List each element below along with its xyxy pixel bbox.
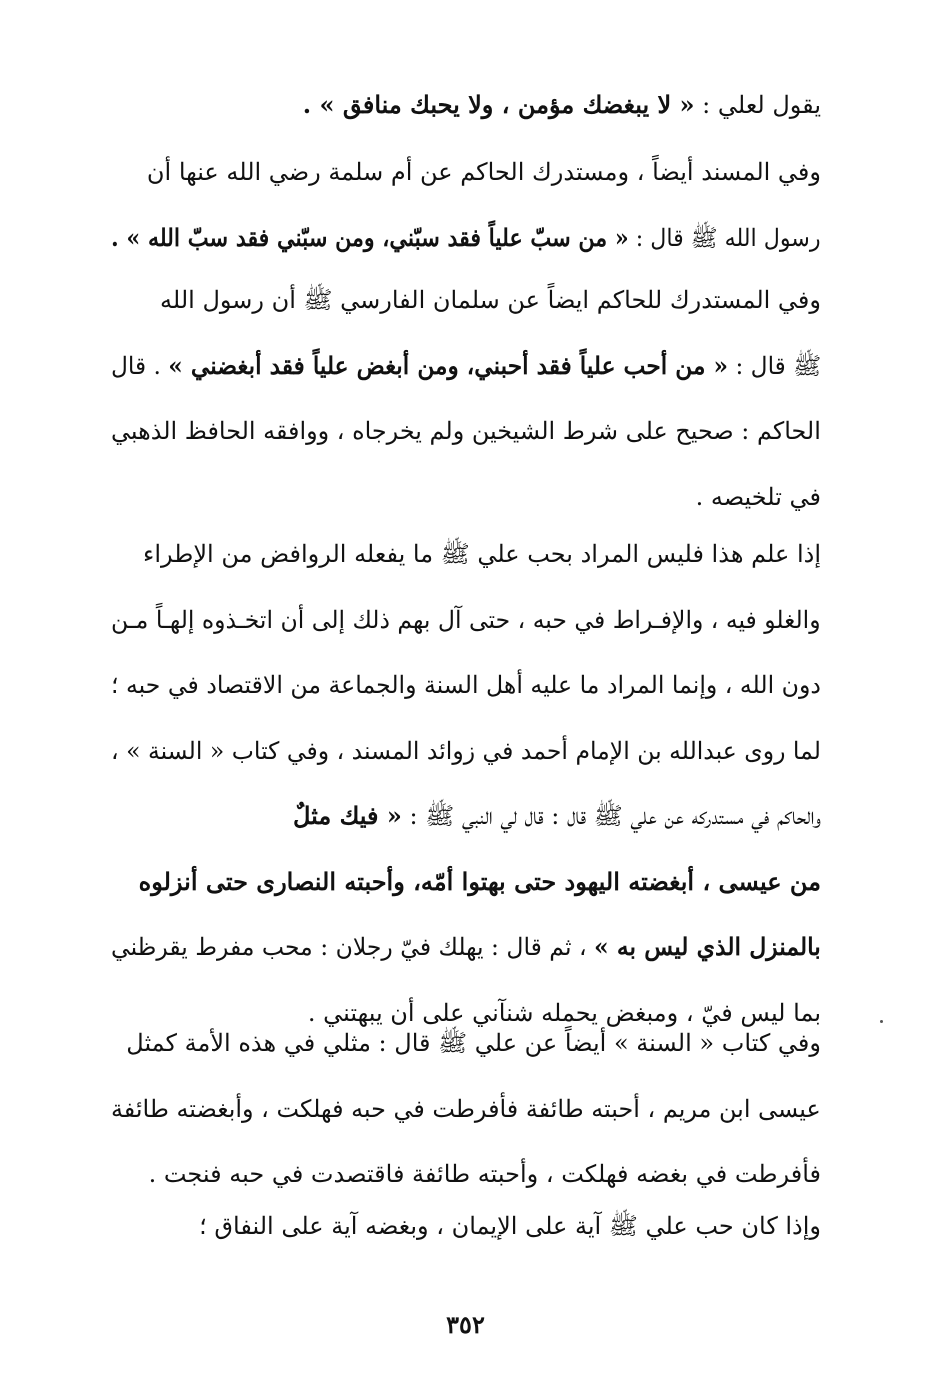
text-line [303,88,821,122]
text-line [111,349,821,383]
text-line [111,1092,821,1126]
text-line [111,930,821,964]
text-span: في تلخيصه . [695,483,821,511]
text-line [149,1157,821,1191]
text-line [111,414,821,448]
text-span: فأفرطت في بغضه فهلكت ، وأحبته طائفة فاقتصدت في حبه فنجت . [148,1160,821,1188]
text-span: إذا علم هذا فليس المراد بحب علي ﷺ ما يفعله الروافض من الإطراء [143,540,821,568]
hadith-quote: « من سبّ علياً فقد سبّني، ومن سبّني فقد سبّ الله » . [111,223,630,252]
text-span: . قال [110,352,169,380]
hadith-quote: « فيك مثلٌ [292,801,402,830]
text-line [111,734,821,768]
text-line [308,996,821,1030]
text-line [126,1026,821,1060]
text-line [199,1209,821,1243]
text-line [160,283,821,317]
text-span: بما ليس فيّ ، ومبغض يحمله شنآني على أن يبهتني . [307,999,821,1027]
text-line [111,221,821,255]
text-span: الحاكم : صحيح على شرط الشيخين ولم يخرجاه ، ووافقه الحافظ الذهبي [111,417,821,445]
text-span: وفي كتاب « السنة » أيضاً عن علي ﷺ قال : مثلي في هذه الأمة كمثل [126,1029,821,1057]
text-line [696,480,821,514]
text-span: والحاكم في مستدركه عن علي ﷺ قال : قال لي النبي ﷺ : [401,802,821,830]
text-span: رسول الله ﷺ قال : [629,224,821,252]
text-span: دون الله ، وإنما المراد ما عليه أهل السنة والجماعة من الاقتصاد في حبه ؛ [111,671,821,699]
text-span: والغلو فيه ، والإفـراط في حبه ، حتى آل بهم ذلك إلى أن اتخـذوه إلهـاً مـن [111,606,821,634]
text-line [111,603,821,637]
hadith-quote: من عيسى ، أبغضته اليهود حتى بهتوا أمّه، وأحبته النصارى حتى أنزلوه [138,867,821,896]
hadith-quote: « من أحب علياً فقد أحبني، ومن أبغض علياً فقد أبغضني » [168,351,728,380]
text-span: يقول لعلي : [694,91,821,119]
hadith-quote: بالمنزل الذي ليس به » [594,932,821,961]
text-span: ﷺ قال : [727,352,821,380]
text-span: لما روى عبدالله بن الإمام أحمد في زوائد المسند ، وفي كتاب « السنة » ، [111,737,821,765]
hadith-quote: « لا يبغضك مؤمن ، ولا يحبك منافق » . [302,90,695,119]
text-line [293,799,821,833]
text-span: وفي المسند أيضاً ، ومستدرك الحاكم عن أم سلمة رضي الله عنها أن [146,158,821,186]
page-number: ٣٥٢ [446,1310,485,1339]
scan-speck [880,1020,883,1023]
text-span: وفي المستدرك للحاكم ايضاً عن سلمان الفارسي ﷺ أن رسول الله [160,286,821,314]
text-span: وإذا كان حب علي ﷺ آية على الإيمان ، وبغضه آية على النفاق ؛ [199,1212,821,1240]
text-span: ، ثم قال : يهلك فيّ رجلان : محب مفرط يقرظني [111,933,595,961]
text-line [139,865,821,899]
text-line [147,155,821,189]
text-line [111,668,821,702]
text-line [143,537,821,571]
text-span: عيسى ابن مريم ، أحبته طائفة فأفرطت في حبه فهلكت ، وأبغضته طائفة [111,1095,821,1123]
